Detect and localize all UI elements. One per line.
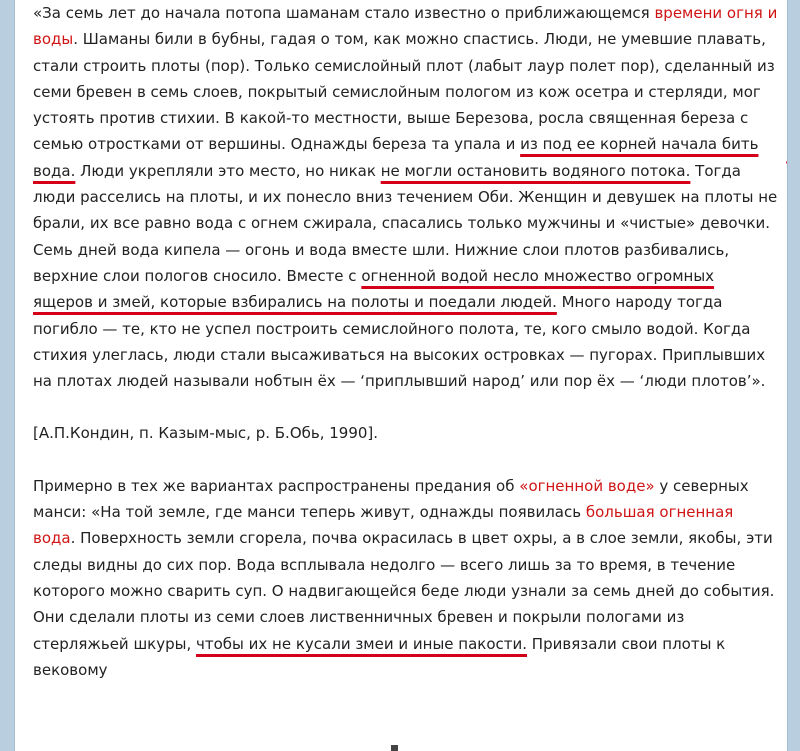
right-background-strip [786,0,800,751]
underlined-phrase: не могли остановить водяного потока. [380,161,691,180]
left-background-strip [0,0,14,751]
highlighted-phrase: большая огненная вода [33,503,734,548]
underlined-phrase: из под ее корней начала бить вода. [33,135,759,180]
highlighted-phrase: «огненной воде» [519,476,655,495]
citation: [А.П.Кондин, п. Казым-мыс, р. Б.Обь, 1990]. [33,424,379,443]
highlighted-phrase: времени огня и воды [33,4,778,49]
red-pen-mark [785,159,788,165]
page-content-area [14,0,788,751]
text-segment: Люди укрепляли это место, но никак [75,161,381,180]
legend-paragraph-khanty [33,0,778,394]
text-segment: Привязали свои плоты к вековому [33,634,726,679]
text-segment: Много народу тогда погибло — те, кто не успел построить семислойного полота, те, кого смыло водой. Когда стихия улеглась, люди стали высаживаться на высоких островках — пугорах. Приплывших на плотах людей называли нобтын ёх — ‘приплывший народ’ или пор ёх — ‘люди плотов’». [33,293,766,391]
article-text [33,0,778,683]
text-segment: «За семь лет до начала потопа шаманам стало известно о приближающемся [33,4,655,22]
text-segment: Примерно в тех же вариантах распространены предания об [33,476,520,495]
text-segment: . Шаманы били в бубны, гадая о том, как можно спастись. Люди, не умевшие плавать, стали строить плоты (пор). Только семислойный плот (лабыт лаур полет пор), сделанный из семи бревен в семь слоев, покрытый семислойным пологом из кож осетра и стерляди, мог устоять против стихии. В какой-то местности, выше Березова, росла священная береза с семью отростками от вершины. Однажды береза та упала и [33,30,775,154]
text-segment: у северных манси: «На той земле, где манси теперь живут, однажды появилась [33,476,749,522]
underlined-phrase: чтобы их не кусали змеи и иные пакости. [196,634,528,653]
underlined-phrase: огненной водой несло множество огромных ящеров и змей, которые взбирались на полоты и поедали людей. [33,266,715,312]
text-segment: . Поверхность земли сгорела, почва окрасилась в цвет охры, а в слое земли, якобы, эти следы видны до сих пор. Вода всплывала недолго — всего лишь за то время, в течение которого можно сварить суп. О надвигающейся беде люди узнали за семь дней до события. Они сделали плоты из семи слоев лиственничных бревен и покрыли пологами из стерляжьей шкуры, [33,529,775,653]
cut-off-glyph [391,745,398,751]
text-segment: Тогда люди расселись на плоты, и их понесло вниз течением Оби. Женщин и девушек на плоты не брали, их все равно вода с огнем сжирала, спасались только мужчины и «чистые» девочки. Семь дней вода кипела — огонь и вода вместе шли. Нижние слои плотов разбивались, верхние слои пологов сносило. Вместе с [33,161,778,285]
legend-paragraph-mansi [33,473,778,683]
